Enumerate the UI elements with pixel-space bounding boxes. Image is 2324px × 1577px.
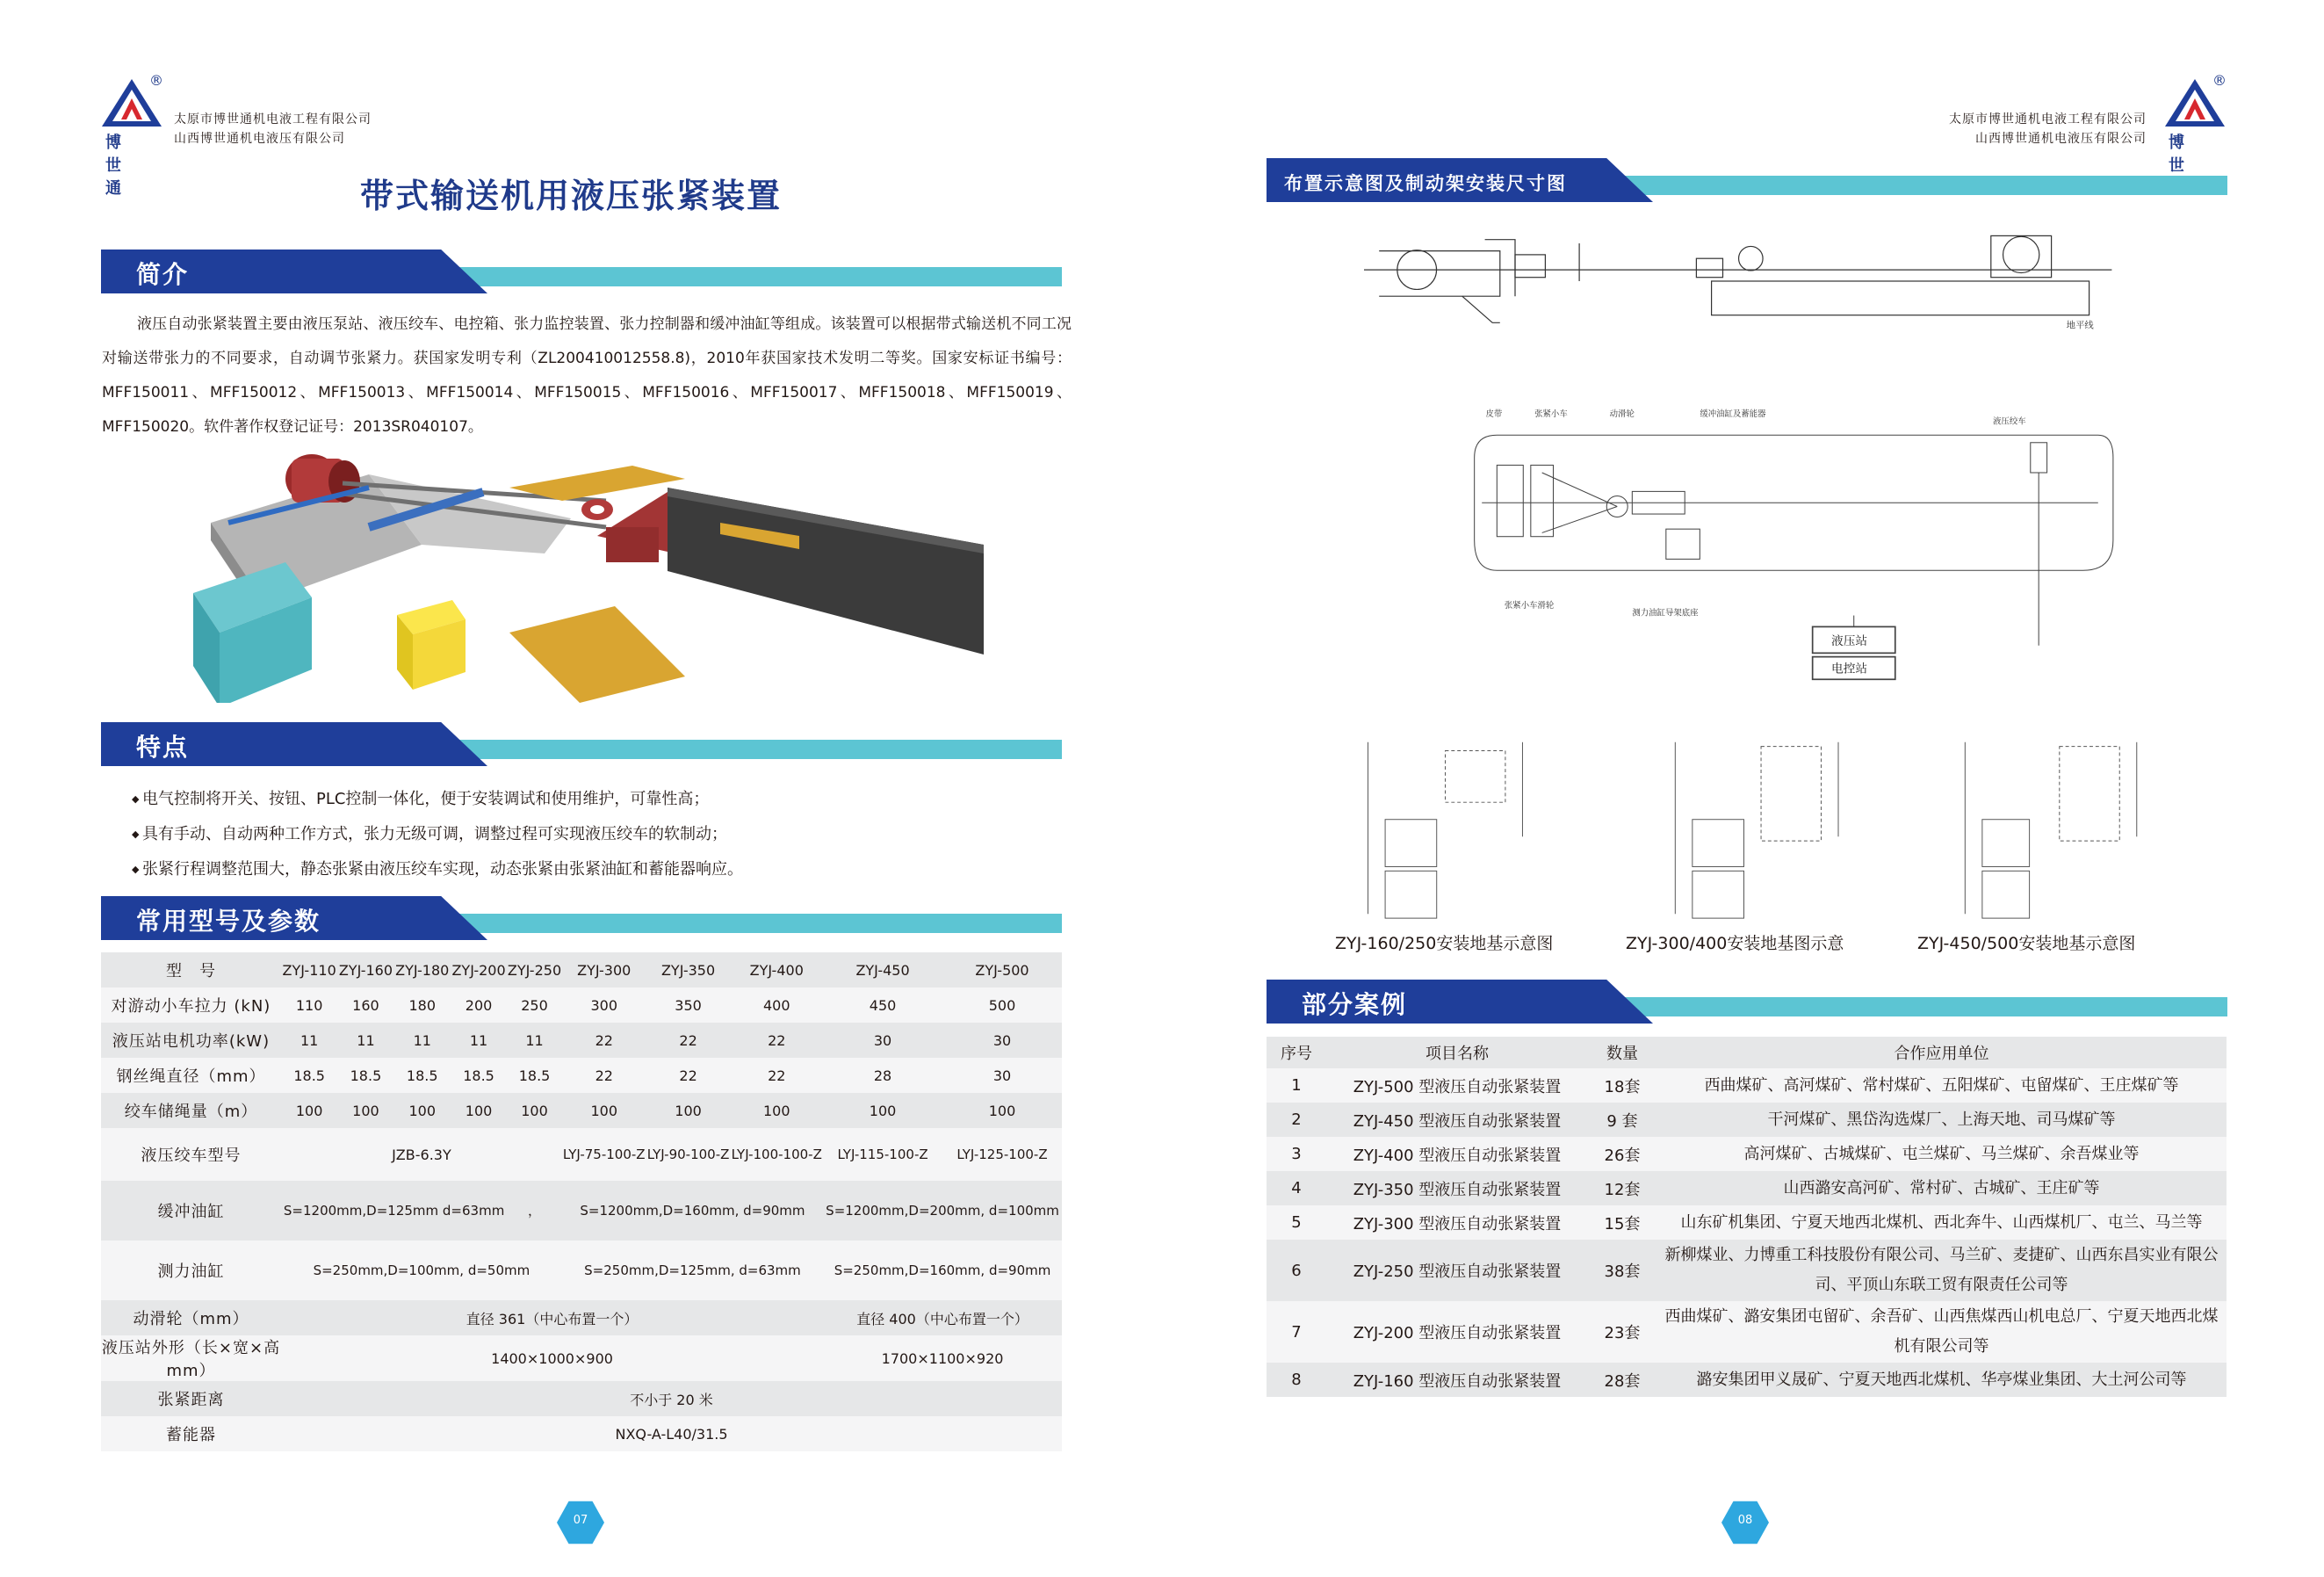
model-name: ZYJ-450 (823, 952, 942, 987)
table-row: 6 ZYJ-250 型液压自动张紧装置 38套 新柳煤业、力博重工科技股份有限公司、马兰矿、麦捷矿、山西东昌实业有限公司、平顶山东联工贸有限责任公司等 (1267, 1240, 2227, 1301)
table-cell: 22 (562, 1023, 646, 1058)
table-cell: 110 (281, 987, 337, 1023)
table-cell: 11 (337, 1023, 393, 1058)
company-name-2: 山西博世通机电液压有限公司 (174, 132, 345, 146)
table-row (101, 1181, 1062, 1241)
model-name: ZYJ-500 (942, 952, 1062, 987)
table-cell: 100 (337, 1093, 393, 1128)
model-name: ZYJ-250 (507, 952, 562, 987)
page-number-left: 07 (557, 1499, 604, 1546)
section-header-params (101, 896, 1062, 940)
table-cell: 11 (394, 1023, 451, 1058)
table-cell: 100 (451, 1093, 507, 1128)
logo-brand-text: 博世通 (105, 134, 125, 198)
table-cell: 100 (281, 1093, 337, 1128)
table-cell: LYJ-125-100-Z (942, 1128, 1062, 1181)
table-header-model: 型 号 (101, 952, 281, 987)
table-cell: 18.5 (451, 1058, 507, 1093)
model-name: ZYJ-110 (281, 952, 337, 987)
table-header-unit: 合作应用单位 (1656, 1037, 2227, 1068)
table-cell: 100 (394, 1093, 451, 1128)
table-cell: 直径 361（中心布置一个） (281, 1300, 823, 1335)
table-cell: LYJ-115-100-Z (823, 1128, 942, 1181)
caption-foundation-2: ZYJ-300/400安装地基图示意 (1626, 934, 1844, 953)
table-row (101, 987, 1062, 1023)
table-cell: 400 (730, 987, 823, 1023)
row-label: 液压绞车型号 (101, 1128, 281, 1181)
table-row (101, 1241, 1062, 1300)
table-row (101, 1416, 1062, 1451)
model-name: ZYJ-300 (562, 952, 646, 987)
table-row (101, 1381, 1062, 1416)
table-cell: 180 (394, 987, 451, 1023)
company-names-right (1949, 110, 2147, 148)
table-cell: S=250mm,D=100mm, d=50mm (281, 1241, 562, 1300)
registered-mark: ® (149, 72, 163, 89)
svg-text:张紧小车: 张紧小车 (1534, 409, 1568, 419)
table-cell: 不小于 20 米 (281, 1381, 1062, 1416)
caption-foundation-3: ZYJ-450/500安装地基示意图 (1917, 934, 2136, 953)
table-row: 7 ZYJ-200 型液压自动张紧装置 23套 西曲煤矿、潞安集团屯留矿、余吾矿、山西焦煤西山机电总厂、宁夏天地西北煤机有限公司等 (1267, 1301, 2227, 1363)
section-title-intro: 简介 (136, 260, 190, 289)
table-row (101, 1128, 1062, 1181)
model-name: ZYJ-400 (730, 952, 823, 987)
side-elevation-drawing (1364, 224, 2119, 338)
table-cell: 11 (507, 1023, 562, 1058)
table-row (101, 1335, 1062, 1381)
company-name-1: 太原市博世通机电液工程有限公司 (174, 112, 372, 127)
table-cell: 1700×1100×920 (823, 1335, 1062, 1381)
row-label: 绞车储绳量（m） (101, 1093, 281, 1128)
table-cell: S=1200mm,D=160mm, d=90mm (562, 1181, 823, 1241)
table-cell: S=250mm,D=160mm, d=90mm (823, 1241, 1062, 1300)
hydraulic-station-icon (193, 562, 312, 703)
table-cell: 300 (562, 987, 646, 1023)
row-label: 对游动小车拉力 (kN) (101, 987, 281, 1023)
table-cell: LYJ-75-100-Z (562, 1128, 646, 1181)
svg-text:皮带: 皮带 (1485, 409, 1503, 419)
company-name-1: 太原市博世通机电液工程有限公司 (1949, 112, 2147, 127)
table-cell: 22 (646, 1058, 731, 1093)
table-row (101, 1023, 1062, 1058)
tensioner-machine-illustration (193, 439, 1001, 703)
table-cell: 18.5 (337, 1058, 393, 1093)
table-cell: S=250mm,D=125mm, d=63mm (562, 1241, 823, 1300)
section-header-cases (1267, 980, 2227, 1024)
table-cell: 30 (942, 1058, 1062, 1093)
hydraulic-station-label: 液压站 (1831, 633, 1868, 648)
table-cell: 30 (942, 1023, 1062, 1058)
table-row: 3 ZYJ-400 型液压自动张紧装置 26套 高河煤矿、古城煤矿、屯兰煤矿、马兰煤矿、余吾煤业等 (1267, 1137, 2227, 1171)
table-cell: 22 (562, 1058, 646, 1093)
caption-foundation-1: ZYJ-160/250安装地基示意图 (1335, 934, 1554, 953)
pulley-icon (581, 499, 613, 520)
table-cell: 11 (451, 1023, 507, 1058)
table-cell: LYJ-100-100-Z (730, 1128, 823, 1181)
table-row: 4 ZYJ-350 型液压自动张紧装置 12套 山西潞安高河矿、常村矿、古城矿、王庄矿等 (1267, 1171, 2227, 1205)
table-cell: 450 (823, 987, 942, 1023)
table-cell: 28 (823, 1058, 942, 1093)
table-cell: 1400×1000×900 (281, 1335, 823, 1381)
row-label: 测力油缸 (101, 1241, 281, 1300)
company-names (174, 110, 372, 148)
table-cell: S=1200mm,D=200mm, d=100mm (823, 1181, 1062, 1241)
row-label: 钢丝绳直径（mm） (101, 1058, 281, 1093)
row-label: 蓄能器 (101, 1416, 281, 1451)
page-title: 带式输送机用液压张紧装置 (360, 177, 783, 215)
feature-item-1: ◆ 电气控制将开关、按钮、PLC控制一体化，便于安装调试和使用维护，可靠性高； (132, 782, 743, 817)
table-row: 2 ZYJ-450 型液压自动张紧装置 9 套 干河煤矿、黑岱沟选煤厂、上海天地、司马煤矿等 (1267, 1103, 2227, 1137)
table-cell: 30 (823, 1023, 942, 1058)
table-cell: 100 (646, 1093, 731, 1128)
table-cell: 直径 400（中心布置一个） (823, 1300, 1062, 1335)
logo-brand-text: 博世 (2169, 134, 2188, 175)
plan-layout-drawing (1452, 369, 2128, 712)
table-row: 1 ZYJ-500 型液压自动张紧装置 18套 西曲煤矿、高河煤矿、常村煤矿、五阳煤矿、屯留煤矿、王庄煤矿等 (1267, 1068, 2227, 1103)
table-row (101, 1093, 1062, 1128)
table-cell: 18.5 (507, 1058, 562, 1093)
table-cell: 18.5 (281, 1058, 337, 1093)
svg-text:张紧小车滑轮: 张紧小车滑轮 (1504, 601, 1555, 611)
table-header-name: 项目名称 (1326, 1037, 1588, 1068)
svg-text:液压绞车: 液压绞车 (1993, 416, 2026, 427)
model-name: ZYJ-160 (337, 952, 393, 987)
feature-item-2: ◆ 具有手动、自动两种工作方式，张力无级可调，调整过程可实现液压绞车的软制动； (132, 817, 743, 852)
section-title-layout: 布置示意图及制动架安装尺寸图 (1284, 173, 1567, 194)
table-cell: 350 (646, 987, 731, 1023)
control-station-label: 电控站 (1831, 662, 1868, 676)
table-cell: 100 (730, 1093, 823, 1128)
foundation-drawing-1 (1311, 734, 1579, 922)
section-header-features (101, 722, 1062, 766)
cases-table (1267, 1037, 2227, 1397)
table-cell: 100 (562, 1093, 646, 1128)
table-cell: S=1200mm,D=125mm d=63mm (281, 1181, 507, 1241)
table-cell: 200 (451, 987, 507, 1023)
page-number-right: 08 (1721, 1499, 1769, 1546)
table-header-no: 序号 (1267, 1037, 1326, 1068)
table-cell: 22 (646, 1023, 731, 1058)
table-cell: NXQ-A-L40/31.5 (281, 1416, 1062, 1451)
section-title-features: 特点 (136, 733, 190, 762)
row-label: 液压站外形（长×宽×高 mm） (101, 1335, 281, 1381)
table-cell: 11 (281, 1023, 337, 1058)
table-row: 8 ZYJ-160 型液压自动张紧装置 28套 潞安集团甲义晟矿、宁夏天地西北煤机、华亭煤业集团、大土河公司等 (1267, 1363, 2227, 1397)
table-cell: 160 (337, 987, 393, 1023)
parameter-table (101, 952, 1062, 1451)
section-title-params: 常用型号及参数 (136, 907, 321, 936)
foundation-drawing-2 (1610, 734, 1878, 922)
control-box-icon (397, 600, 466, 690)
table-cell: LYJ-90-100-Z (646, 1128, 731, 1181)
model-name: ZYJ-350 (646, 952, 731, 987)
table-cell: 22 (730, 1058, 823, 1093)
table-cell: 250 (507, 987, 562, 1023)
model-name: ZYJ-200 (451, 952, 507, 987)
section-title-cases: 部分案例 (1302, 990, 1408, 1019)
row-label: 动滑轮（mm） (101, 1300, 281, 1335)
model-name: ZYJ-180 (394, 952, 451, 987)
table-cell: JZB-6.3Y (281, 1128, 562, 1181)
ground-line-label: 地平线 (2066, 320, 2094, 331)
svg-text:测力油缸导架底座: 测力油缸导架底座 (1632, 608, 1699, 619)
table-cell: ， (507, 1181, 562, 1241)
table-row (101, 1058, 1062, 1093)
svg-text:缓冲油缸及蓄能器: 缓冲油缸及蓄能器 (1700, 409, 1766, 419)
table-row (101, 952, 1062, 987)
section-header-intro (101, 250, 1062, 293)
registered-mark: ® (2212, 72, 2227, 89)
company-name-2: 山西博世通机电液压有限公司 (1975, 132, 2147, 146)
table-row (101, 1300, 1062, 1335)
table-row: 5 ZYJ-300 型液压自动张紧装置 15套 山东矿机集团、宁夏天地西北煤机、西北奔牛、山西煤机厂、屯兰、马兰等 (1267, 1205, 2227, 1240)
table-cell: 500 (942, 987, 1062, 1023)
table-cell: 22 (730, 1023, 823, 1058)
svg-text:动滑轮: 动滑轮 (1609, 409, 1635, 419)
row-label: 液压站电机功率(kW) (101, 1023, 281, 1058)
table-cell: 100 (507, 1093, 562, 1128)
feature-item-3: ◆ 张紧行程调整范围大，静态张紧由液压绞车实现，动态张紧由张紧油缸和蓄能器响应。 (132, 852, 743, 887)
features-list (132, 782, 743, 887)
row-label: 缓冲油缸 (101, 1181, 281, 1241)
table-header-qty: 数量 (1588, 1037, 1656, 1068)
section-header-layout (1267, 158, 2227, 202)
table-header-row (1267, 1037, 2227, 1068)
foundation-drawing-3 (1900, 734, 2168, 922)
row-label: 张紧距离 (101, 1381, 281, 1416)
table-cell: 100 (823, 1093, 942, 1128)
table-cell: 100 (942, 1093, 1062, 1128)
table-cell: 18.5 (394, 1058, 451, 1093)
intro-paragraph: 液压自动张紧装置主要由液压泵站、液压绞车、电控箱、张力监控装置、张力控制器和缓冲油缸等组成。该装置可以根据带式输送机不同工况对输送带张力的不同要求，自动调节张紧力。获国家发明专利（ZL200410012558.8)，2010年获国家技术发明二等奖。国家安标证书编号：MFF150011、MFF150012、MFF150013、MFF150014、MFF150015、MFF150016、MFF150017、MFF150018、MFF150019、MFF150020。软件著作权登记证号：2013SR040107。 (102, 315, 1072, 436)
